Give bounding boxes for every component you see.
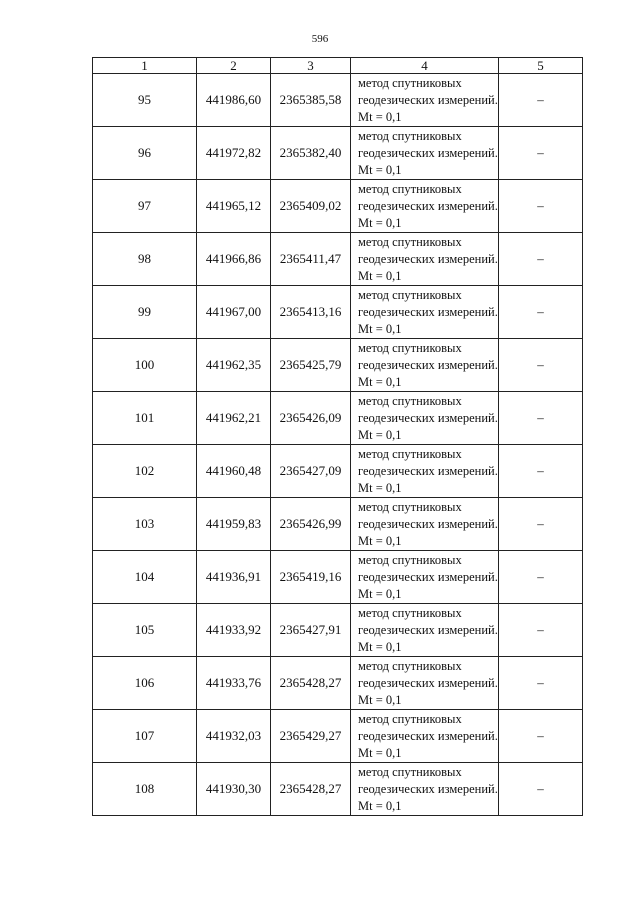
note-cell: –	[499, 498, 583, 551]
method-text: метод спутниковых геодезических измерений. Mt = 0,1	[358, 128, 498, 177]
y-coordinate-cell: 2365382,40	[271, 127, 351, 180]
table-row	[93, 763, 583, 816]
method-cell	[351, 180, 499, 233]
x-coordinate-cell: 441932,03	[197, 710, 271, 763]
note-cell: –	[499, 710, 583, 763]
x-coordinate-cell: 441959,83	[197, 498, 271, 551]
note-cell: –	[499, 74, 583, 127]
method-cell	[351, 657, 499, 710]
table-body	[93, 74, 583, 816]
point-number-cell: 101	[93, 392, 197, 445]
point-number-cell: 107	[93, 710, 197, 763]
x-coordinate-cell: 441936,91	[197, 551, 271, 604]
x-coordinate-cell: 441966,86	[197, 233, 271, 286]
method-cell	[351, 286, 499, 339]
column-header-3: 3	[271, 58, 351, 74]
table-row	[93, 498, 583, 551]
method-cell	[351, 445, 499, 498]
table-row	[93, 604, 583, 657]
point-number-cell: 96	[93, 127, 197, 180]
y-coordinate-cell: 2365413,16	[271, 286, 351, 339]
table-row	[93, 392, 583, 445]
method-cell	[351, 127, 499, 180]
method-text: метод спутниковых геодезических измерений. Mt = 0,1	[358, 234, 498, 283]
method-cell	[351, 604, 499, 657]
method-cell	[351, 339, 499, 392]
column-header-1: 1	[93, 58, 197, 74]
table-row	[93, 551, 583, 604]
method-cell	[351, 551, 499, 604]
point-number-cell: 95	[93, 74, 197, 127]
method-text: метод спутниковых геодезических измерений. Mt = 0,1	[358, 764, 498, 813]
point-number-cell: 105	[93, 604, 197, 657]
y-coordinate-cell: 2365428,27	[271, 763, 351, 816]
point-number-cell: 104	[93, 551, 197, 604]
method-text: метод спутниковых геодезических измерений. Mt = 0,1	[358, 181, 498, 230]
x-coordinate-cell: 441986,60	[197, 74, 271, 127]
y-coordinate-cell: 2365427,09	[271, 445, 351, 498]
point-number-cell: 97	[93, 180, 197, 233]
column-header-2: 2	[197, 58, 271, 74]
column-header-5: 5	[499, 58, 583, 74]
table-row	[93, 286, 583, 339]
y-coordinate-cell: 2365419,16	[271, 551, 351, 604]
y-coordinate-cell: 2365411,47	[271, 233, 351, 286]
y-coordinate-cell: 2365428,27	[271, 657, 351, 710]
x-coordinate-cell: 441933,92	[197, 604, 271, 657]
method-cell	[351, 392, 499, 445]
note-cell: –	[499, 180, 583, 233]
point-number-cell: 99	[93, 286, 197, 339]
table-row	[93, 445, 583, 498]
method-cell	[351, 763, 499, 816]
y-coordinate-cell: 2365426,99	[271, 498, 351, 551]
note-cell: –	[499, 763, 583, 816]
x-coordinate-cell: 441967,00	[197, 286, 271, 339]
y-coordinate-cell: 2365425,79	[271, 339, 351, 392]
method-text: метод спутниковых геодезических измерений. Mt = 0,1	[358, 75, 498, 124]
method-cell	[351, 74, 499, 127]
table-row	[93, 710, 583, 763]
method-text: метод спутниковых геодезических измерений. Mt = 0,1	[358, 658, 498, 707]
method-text: метод спутниковых геодезических измерений. Mt = 0,1	[358, 340, 498, 389]
x-coordinate-cell: 441965,12	[197, 180, 271, 233]
x-coordinate-cell: 441962,35	[197, 339, 271, 392]
method-text: метод спутниковых геодезических измерений. Mt = 0,1	[358, 605, 498, 654]
method-text: метод спутниковых геодезических измерений. Mt = 0,1	[358, 393, 498, 442]
y-coordinate-cell: 2365429,27	[271, 710, 351, 763]
point-number-cell: 102	[93, 445, 197, 498]
x-coordinate-cell: 441972,82	[197, 127, 271, 180]
table-row	[93, 657, 583, 710]
note-cell: –	[499, 392, 583, 445]
x-coordinate-cell: 441930,30	[197, 763, 271, 816]
table-header-row	[93, 58, 583, 74]
method-text: метод спутниковых геодезических измерений. Mt = 0,1	[358, 499, 498, 548]
note-cell: –	[499, 286, 583, 339]
y-coordinate-cell: 2365409,02	[271, 180, 351, 233]
note-cell: –	[499, 233, 583, 286]
point-number-cell: 98	[93, 233, 197, 286]
note-cell: –	[499, 551, 583, 604]
point-number-cell: 108	[93, 763, 197, 816]
note-cell: –	[499, 657, 583, 710]
page-number: 596	[311, 33, 329, 45]
table-row	[93, 180, 583, 233]
y-coordinate-cell: 2365426,09	[271, 392, 351, 445]
table-row	[93, 74, 583, 127]
method-text: метод спутниковых геодезических измерений. Mt = 0,1	[358, 552, 498, 601]
table-row	[93, 127, 583, 180]
table-row	[93, 233, 583, 286]
point-number-cell: 106	[93, 657, 197, 710]
table-row	[93, 339, 583, 392]
note-cell: –	[499, 339, 583, 392]
point-number-cell: 100	[93, 339, 197, 392]
method-text: метод спутниковых геодезических измерений. Mt = 0,1	[358, 711, 498, 760]
method-text: метод спутниковых геодезических измерений. Mt = 0,1	[358, 287, 498, 336]
note-cell: –	[499, 127, 583, 180]
y-coordinate-cell: 2365427,91	[271, 604, 351, 657]
method-cell	[351, 710, 499, 763]
note-cell: –	[499, 445, 583, 498]
column-header-4: 4	[351, 58, 499, 74]
coordinates-table	[92, 57, 583, 816]
x-coordinate-cell: 441962,21	[197, 392, 271, 445]
x-coordinate-cell: 441933,76	[197, 657, 271, 710]
y-coordinate-cell: 2365385,58	[271, 74, 351, 127]
method-text: метод спутниковых геодезических измерений. Mt = 0,1	[358, 446, 498, 495]
point-number-cell: 103	[93, 498, 197, 551]
note-cell: –	[499, 604, 583, 657]
x-coordinate-cell: 441960,48	[197, 445, 271, 498]
method-cell	[351, 233, 499, 286]
method-cell	[351, 498, 499, 551]
